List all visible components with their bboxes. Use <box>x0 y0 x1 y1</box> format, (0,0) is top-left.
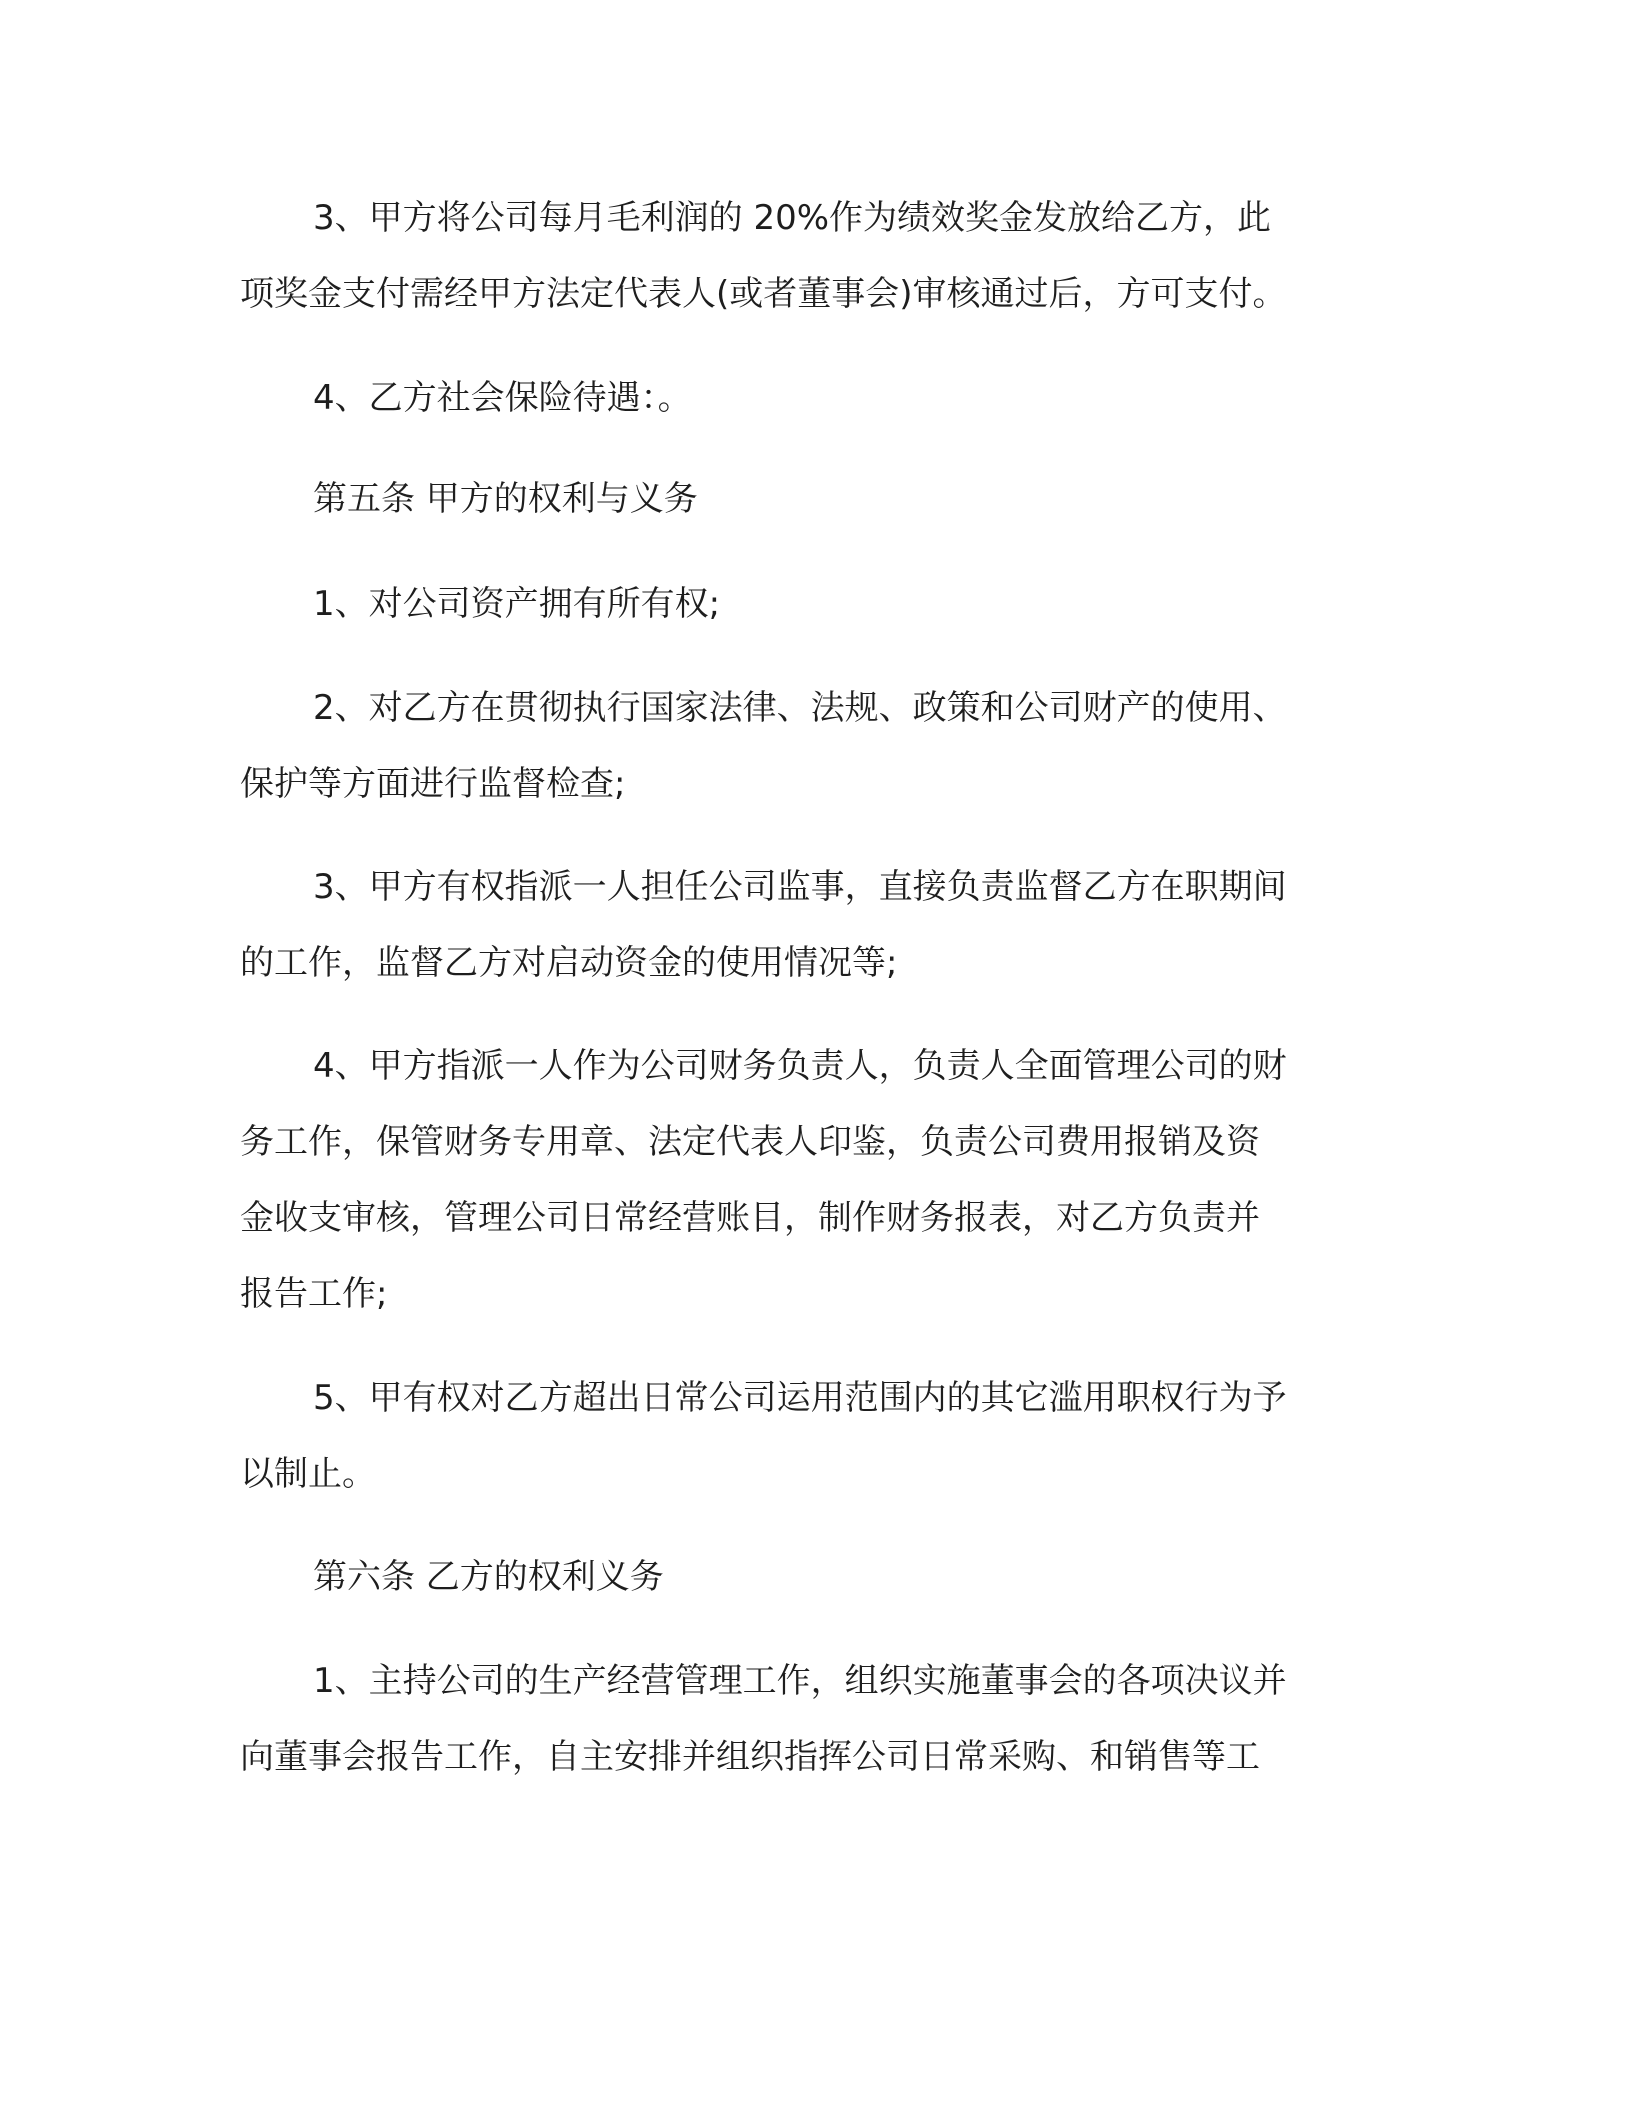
paragraph-line: 3、甲方有权指派一人担任公司监事，直接负责监督乙方在职期间 <box>313 867 1287 907</box>
paragraph-line: 务工作，保管财务专用章、法定代表人印鉴，负责公司费用报销及资 <box>240 1122 1260 1162</box>
section-heading: 第六条 乙方的权利义务 <box>313 1557 664 1597</box>
paragraph-line: 以制止。 <box>240 1454 376 1494</box>
paragraph-line: 保护等方面进行监督检查; <box>240 764 626 804</box>
paragraph-line: 1、主持公司的生产经营管理工作，组织实施董事会的各项决议并 <box>313 1661 1287 1701</box>
paragraph-line: 的工作，监督乙方对启动资金的使用情况等; <box>240 943 898 983</box>
paragraph-line: 4、乙方社会保险待遇：。 <box>313 378 692 418</box>
paragraph-line: 2、对乙方在贯彻执行国家法律、法规、政策和公司财产的使用、 <box>313 688 1287 728</box>
paragraph-line: 4、甲方指派一人作为公司财务负责人，负责人全面管理公司的财 <box>313 1046 1287 1086</box>
section-heading: 第五条 甲方的权利与义务 <box>313 479 698 519</box>
paragraph-line: 金收支审核，管理公司日常经营账目，制作财务报表，对乙方负责并 <box>240 1198 1260 1238</box>
paragraph-line: 1、对公司资产拥有所有权; <box>313 584 721 624</box>
paragraph-line: 向董事会报告工作，自主安排并组织指挥公司日常采购、和销售等工 <box>240 1737 1260 1777</box>
paragraph-line: 项奖金支付需经甲方法定代表人(或者董事会)审核通过后，方可支付。 <box>240 274 1287 314</box>
paragraph-line: 3、甲方将公司每月毛利润的 20%作为绩效奖金发放给乙方，此 <box>313 198 1272 238</box>
paragraph-line: 5、甲有权对乙方超出日常公司运用范围内的其它滥用职权行为予 <box>313 1378 1287 1418</box>
paragraph-line: 报告工作; <box>240 1274 388 1314</box>
